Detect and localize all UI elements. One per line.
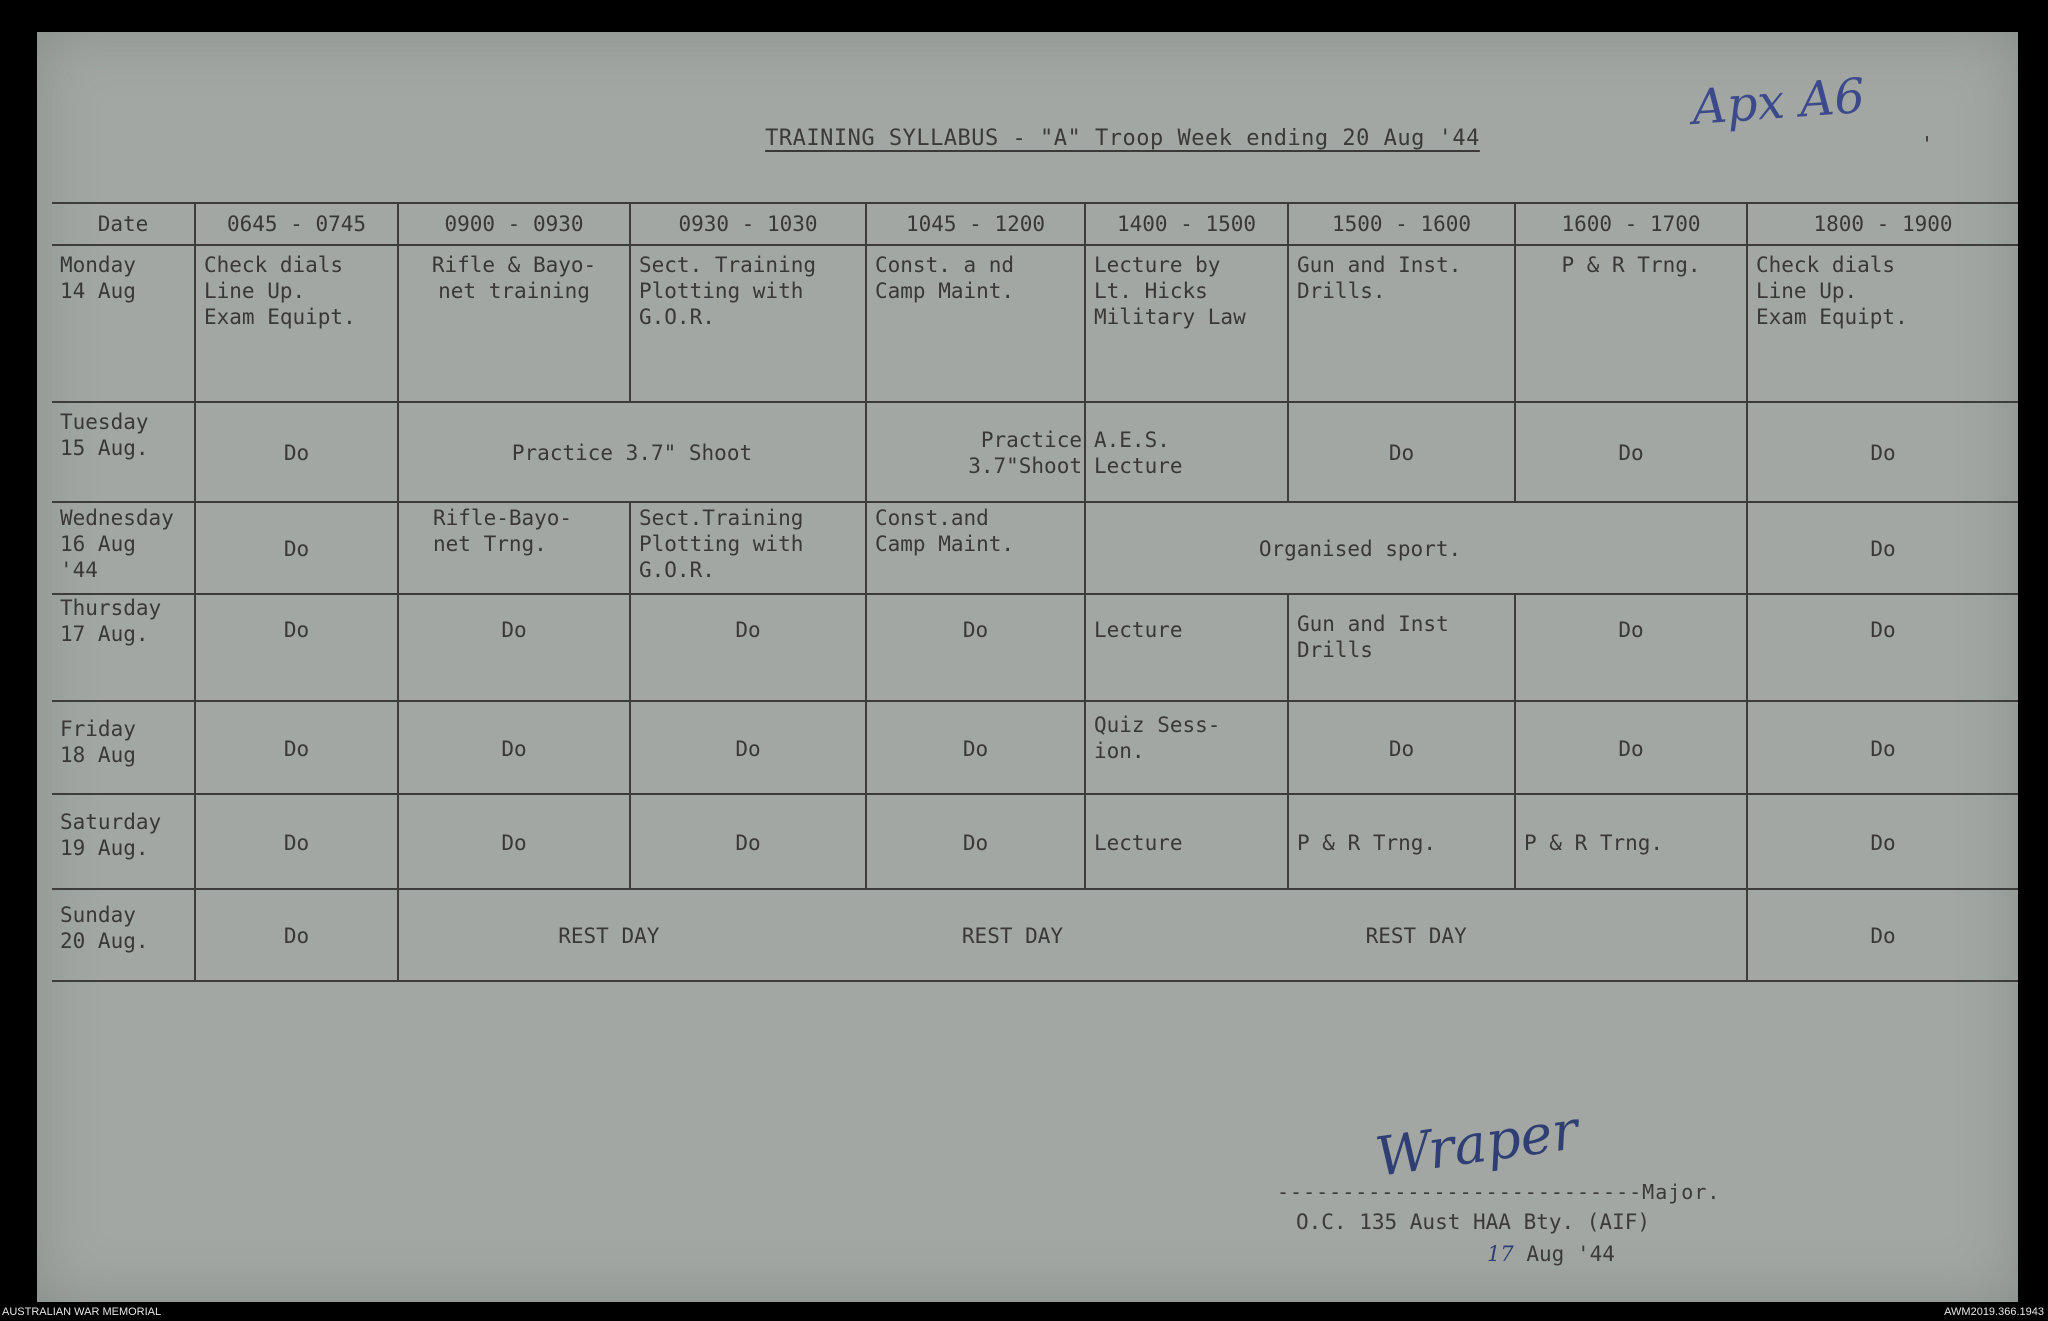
table-cell: Organised sport. (1085, 502, 1747, 594)
table-row-thursday (52, 594, 2018, 701)
table-cell: Do (630, 701, 866, 794)
signatory-rank: Major. (1642, 1180, 1721, 1204)
rest-day-label: REST DAY (1365, 924, 1467, 948)
rest-day-labels (407, 923, 1738, 949)
table-cell: Do (398, 701, 630, 794)
column-header-0645: 0645 - 0745 (195, 203, 398, 245)
signatory-unit: O.C. 135 Aust HAA Bty. (AIF) (1296, 1210, 1651, 1234)
table-cell: Lecture (1085, 794, 1288, 889)
table-cell: Lecture by Lt. Hicks Military Law (1085, 245, 1288, 402)
document-sheet (37, 32, 2018, 1302)
table-cell: A.E.S. Lecture (1085, 402, 1288, 502)
table-cell: Const.and Camp Maint. (866, 502, 1085, 594)
handwritten-signature: Wraper (1371, 1098, 1582, 1189)
footer-archive-name: AUSTRALIAN WAR MEMORIAL (2, 1306, 162, 1318)
table-cell: Gun and Inst Drills (1288, 594, 1515, 701)
table-cell: Do (1747, 502, 2018, 594)
table-row-monday (52, 245, 2018, 402)
table-cell: Do (398, 794, 630, 889)
table-cell: Do (195, 594, 398, 701)
table-cell: Do (1515, 402, 1747, 502)
table-cell: P & R Trng. (1288, 794, 1515, 889)
table-row-saturday (52, 794, 2018, 889)
day-cell: Saturday 19 Aug. (52, 794, 195, 889)
table-cell: Do (195, 701, 398, 794)
table-cell: Do (1747, 402, 2018, 502)
column-header-1500: 1500 - 1600 (1288, 203, 1515, 245)
table-cell: Do (630, 594, 866, 701)
column-header-date: Date (52, 203, 195, 245)
handwritten-day: 17 (1487, 1242, 1514, 1266)
signature-date-text: Aug '44 (1526, 1242, 1615, 1266)
signature-line: ----------------------------Major. (1277, 1180, 1721, 1204)
table-cell: Do (866, 594, 1085, 701)
table-cell: Do (1747, 794, 2018, 889)
table-cell: Do (1747, 701, 2018, 794)
table-cell: Rifle-Bayo- net Trng. (398, 502, 630, 594)
header-row (52, 203, 2018, 245)
day-cell: Wednesday 16 Aug '44 (52, 502, 195, 594)
table-cell: P & R Trng. (1515, 245, 1747, 402)
table-cell: Do (866, 794, 1085, 889)
table-cell: Practice 3.7" Shoot (398, 402, 866, 502)
tick-mark: ' (1921, 132, 1934, 156)
table-cell: Do (195, 794, 398, 889)
table-cell: Lecture (1085, 594, 1288, 701)
table-cell: P & R Trng. (1515, 794, 1747, 889)
table-cell: Const. a nd Camp Maint. (866, 245, 1085, 402)
table-cell: Do (195, 402, 398, 502)
table-row-friday (52, 701, 2018, 794)
table-cell: Quiz Sess- ion. (1085, 701, 1288, 794)
footer-accession-number: AWM2019.366.1943 (1944, 1306, 2044, 1318)
table-cell: Do (195, 889, 398, 981)
table-cell: Do (630, 794, 866, 889)
rest-day-label: REST DAY (961, 924, 1064, 948)
table-cell: Sect.Training Plotting with G.O.R. (630, 502, 866, 594)
table-row-wednesday (52, 502, 2018, 594)
table-cell: Do (195, 502, 398, 594)
day-cell: Tuesday 15 Aug. (52, 402, 195, 502)
table-cell: Do (1515, 594, 1747, 701)
table-row-tuesday (52, 402, 2018, 502)
handwritten-appendix-note: Apx A6 (1690, 68, 1867, 136)
table-cell: Check dials Line Up. Exam Equipt. (1747, 245, 2018, 402)
column-header-1600: 1600 - 1700 (1515, 203, 1747, 245)
column-header-1800: 1800 - 1900 (1747, 203, 2018, 245)
column-header-1400: 1400 - 1500 (1085, 203, 1288, 245)
table-cell: Do (398, 594, 630, 701)
day-cell: Monday 14 Aug (52, 245, 195, 402)
table-cell: Gun and Inst. Drills. (1288, 245, 1515, 402)
table-cell: Rifle & Bayo- net training (398, 245, 630, 402)
signature-date (1487, 1242, 1615, 1266)
training-syllabus-table (52, 202, 2018, 982)
table-cell: Do (1747, 889, 2018, 981)
table-cell: Sect. Training Plotting with G.O.R. (630, 245, 866, 402)
table-cell: Do (1288, 701, 1515, 794)
column-header-1045: 1045 - 1200 (866, 203, 1085, 245)
table-cell: Do (1747, 594, 2018, 701)
table-cell: Do (1288, 402, 1515, 502)
table-cell: Check dials Line Up. Exam Equipt. (195, 245, 398, 402)
rest-day-label: REST DAY (558, 924, 660, 948)
table-cell: Do (866, 701, 1085, 794)
document-title: TRAINING SYLLABUS - "A" Troop Week ending 20 Aug '44 (765, 126, 1480, 151)
table-cell: Do (1515, 701, 1747, 794)
day-cell: Friday 18 Aug (52, 701, 195, 794)
table-row-sunday (52, 889, 2018, 981)
day-cell: Sunday 20 Aug. (52, 889, 195, 981)
table-cell: Practice 3.7"Shoot (866, 402, 1085, 502)
column-header-0900: 0900 - 0930 (398, 203, 630, 245)
column-header-0930: 0930 - 1030 (630, 203, 866, 245)
day-cell: Thursday 17 Aug. (52, 594, 195, 701)
rest-day-cell (398, 889, 1747, 981)
